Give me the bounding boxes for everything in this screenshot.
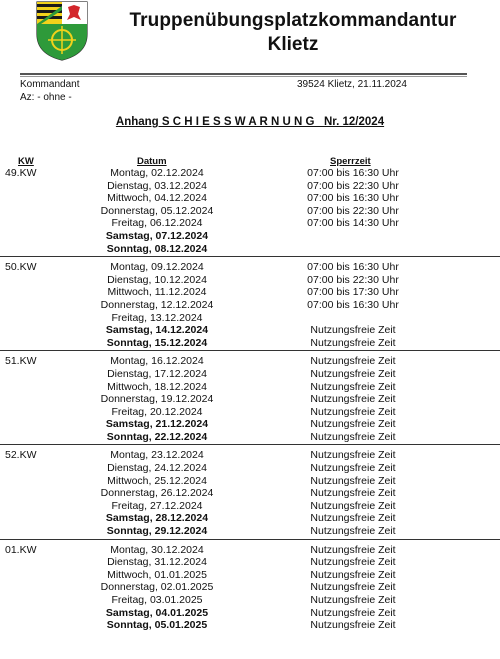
table-row bbox=[0, 337, 500, 350]
column-header-datum: Datum bbox=[137, 156, 167, 167]
week-block bbox=[0, 544, 500, 632]
date-cell: Dienstag, 24.12.2024 bbox=[107, 462, 207, 475]
date-cell: Mittwoch, 01.01.2025 bbox=[107, 568, 207, 581]
table-row bbox=[0, 544, 500, 557]
date-cell: Sonntag, 08.12.2024 bbox=[106, 242, 208, 255]
time-cell: Nutzungsfreie Zeit bbox=[310, 499, 396, 512]
document-heading: Anhang S C H I E S S W A R N U N G Nr. 12/2024 bbox=[115, 116, 385, 128]
table-row bbox=[0, 619, 500, 632]
time-cell: Nutzungsfreie Zeit bbox=[310, 336, 396, 349]
week-block bbox=[0, 261, 500, 355]
date-cell: Montag, 09.12.2024 bbox=[110, 261, 204, 274]
table-row bbox=[0, 500, 500, 513]
time-cell: Nutzungsfreie Zeit bbox=[310, 449, 396, 462]
date-cell: Donnerstag, 05.12.2024 bbox=[100, 204, 214, 217]
time-cell: Nutzungsfreie Zeit bbox=[310, 568, 396, 581]
time-cell: Nutzungsfreie Zeit bbox=[310, 512, 396, 525]
time-cell: 07:00 bis 16:30 Uhr bbox=[307, 298, 399, 311]
table-row bbox=[0, 274, 500, 287]
date-cell: Freitag, 27.12.2024 bbox=[111, 499, 203, 512]
table-row bbox=[0, 462, 500, 475]
coat-of-arms-icon bbox=[33, 0, 91, 62]
table-row bbox=[0, 192, 500, 205]
table-row bbox=[0, 324, 500, 337]
week-number: 49.KW bbox=[5, 167, 37, 179]
date-cell: Samstag, 07.12.2024 bbox=[105, 229, 209, 242]
week-number: 01.KW bbox=[5, 543, 37, 556]
week-number: 52.KW bbox=[5, 449, 37, 462]
place-date: 39524 Klietz, 21.11.2024 bbox=[297, 79, 407, 90]
table-row bbox=[0, 286, 500, 299]
date-cell: Freitag, 03.01.2025 bbox=[111, 594, 203, 606]
week-number: 51.KW bbox=[5, 355, 37, 368]
date-cell: Sonntag, 05.01.2025 bbox=[106, 619, 208, 632]
table-row bbox=[0, 167, 500, 180]
table-row bbox=[0, 607, 500, 620]
date-cell: Donnerstag, 12.12.2024 bbox=[100, 298, 214, 311]
time-cell: Nutzungsfreie Zeit bbox=[310, 619, 396, 632]
time-cell: Nutzungsfreie Zeit bbox=[310, 380, 396, 393]
date-cell: Samstag, 21.12.2024 bbox=[105, 418, 209, 431]
sender-label: Kommandant bbox=[20, 79, 80, 90]
time-cell: 07:00 bis 16:30 Uhr bbox=[307, 167, 399, 179]
date-cell: Montag, 16.12.2024 bbox=[110, 355, 204, 368]
date-cell: Freitag, 20.12.2024 bbox=[111, 405, 203, 418]
date-cell: Samstag, 28.12.2024 bbox=[105, 512, 209, 525]
schedule-table bbox=[0, 167, 500, 632]
table-row bbox=[0, 261, 500, 274]
table-row bbox=[0, 525, 500, 538]
date-cell: Freitag, 13.12.2024 bbox=[111, 311, 203, 324]
table-row bbox=[0, 431, 500, 444]
date-cell: Sonntag, 22.12.2024 bbox=[106, 430, 208, 443]
time-cell: Nutzungsfreie Zeit bbox=[310, 606, 396, 619]
table-row bbox=[0, 230, 500, 243]
time-cell: Nutzungsfreie Zeit bbox=[310, 462, 396, 475]
date-cell: Sonntag, 29.12.2024 bbox=[106, 525, 208, 538]
table-row bbox=[0, 393, 500, 406]
time-cell: 07:00 bis 22:30 Uhr bbox=[307, 273, 399, 286]
time-cell: Nutzungsfreie Zeit bbox=[310, 594, 396, 606]
date-cell: Montag, 30.12.2024 bbox=[110, 543, 204, 556]
time-cell: Nutzungsfreie Zeit bbox=[310, 430, 396, 443]
date-cell: Dienstag, 10.12.2024 bbox=[107, 273, 207, 286]
week-block bbox=[0, 449, 500, 543]
week-block bbox=[0, 167, 500, 261]
date-cell: Sonntag, 15.12.2024 bbox=[106, 336, 208, 349]
time-cell: Nutzungsfreie Zeit bbox=[310, 525, 396, 538]
time-cell: Nutzungsfreie Zeit bbox=[310, 418, 396, 431]
column-header-sperrzeit: Sperrzeit bbox=[330, 156, 371, 167]
column-header-kw: KW bbox=[18, 156, 34, 167]
table-row bbox=[0, 205, 500, 218]
table-row bbox=[0, 487, 500, 500]
date-cell: Samstag, 04.01.2025 bbox=[105, 606, 209, 619]
time-cell: Nutzungsfreie Zeit bbox=[310, 487, 396, 500]
table-row bbox=[0, 594, 500, 607]
date-cell: Freitag, 06.12.2024 bbox=[111, 217, 203, 230]
time-cell: 07:00 bis 22:30 Uhr bbox=[307, 179, 399, 192]
time-cell: 07:00 bis 16:30 Uhr bbox=[307, 192, 399, 205]
table-row bbox=[0, 418, 500, 431]
time-cell: Nutzungsfreie Zeit bbox=[310, 324, 396, 337]
table-row bbox=[0, 381, 500, 394]
date-cell: Donnerstag, 19.12.2024 bbox=[100, 393, 214, 406]
time-cell: 07:00 bis 17:30 Uhr bbox=[307, 286, 399, 299]
date-cell: Mittwoch, 04.12.2024 bbox=[107, 192, 207, 205]
time-cell: Nutzungsfreie Zeit bbox=[310, 405, 396, 418]
table-row bbox=[0, 581, 500, 594]
time-cell: Nutzungsfreie Zeit bbox=[310, 355, 396, 368]
date-cell: Donnerstag, 02.01.2025 bbox=[100, 581, 214, 594]
table-row bbox=[0, 355, 500, 368]
date-cell: Mittwoch, 18.12.2024 bbox=[107, 380, 207, 393]
table-row bbox=[0, 449, 500, 462]
table-row bbox=[0, 569, 500, 582]
time-cell: Nutzungsfreie Zeit bbox=[310, 367, 396, 380]
date-cell: Samstag, 14.12.2024 bbox=[105, 324, 209, 337]
time-cell: 07:00 bis 14:30 Uhr bbox=[307, 217, 399, 230]
time-cell: Nutzungsfreie Zeit bbox=[310, 393, 396, 406]
table-row bbox=[0, 299, 500, 312]
table-row bbox=[0, 243, 500, 256]
date-cell: Montag, 23.12.2024 bbox=[110, 449, 204, 462]
header-title: Truppenübungsplatzkommandantur bbox=[129, 10, 457, 31]
table-row bbox=[0, 368, 500, 381]
table-row bbox=[0, 512, 500, 525]
date-cell: Mittwoch, 11.12.2024 bbox=[107, 286, 207, 299]
date-cell: Dienstag, 31.12.2024 bbox=[107, 556, 207, 569]
time-cell: Nutzungsfreie Zeit bbox=[310, 556, 396, 569]
table-row bbox=[0, 217, 500, 230]
table-row bbox=[0, 180, 500, 193]
table-row bbox=[0, 556, 500, 569]
reference-label: Az: - ohne - bbox=[20, 92, 72, 103]
table-row bbox=[0, 475, 500, 488]
time-cell: 07:00 bis 22:30 Uhr bbox=[307, 204, 399, 217]
table-row bbox=[0, 312, 500, 325]
time-cell: Nutzungsfreie Zeit bbox=[310, 543, 396, 556]
time-cell: Nutzungsfreie Zeit bbox=[310, 581, 396, 594]
header-subtitle: Klietz bbox=[267, 34, 319, 55]
date-cell: Montag, 02.12.2024 bbox=[110, 167, 204, 179]
table-row bbox=[0, 406, 500, 419]
header-divider bbox=[20, 73, 467, 77]
week-number: 50.KW bbox=[5, 261, 37, 274]
time-cell: Nutzungsfreie Zeit bbox=[310, 474, 396, 487]
date-cell: Mittwoch, 25.12.2024 bbox=[107, 474, 207, 487]
date-cell: Dienstag, 03.12.2024 bbox=[107, 179, 207, 192]
time-cell: 07:00 bis 16:30 Uhr bbox=[307, 261, 399, 274]
date-cell: Donnerstag, 26.12.2024 bbox=[100, 487, 214, 500]
date-cell: Dienstag, 17.12.2024 bbox=[107, 367, 207, 380]
week-block bbox=[0, 355, 500, 449]
